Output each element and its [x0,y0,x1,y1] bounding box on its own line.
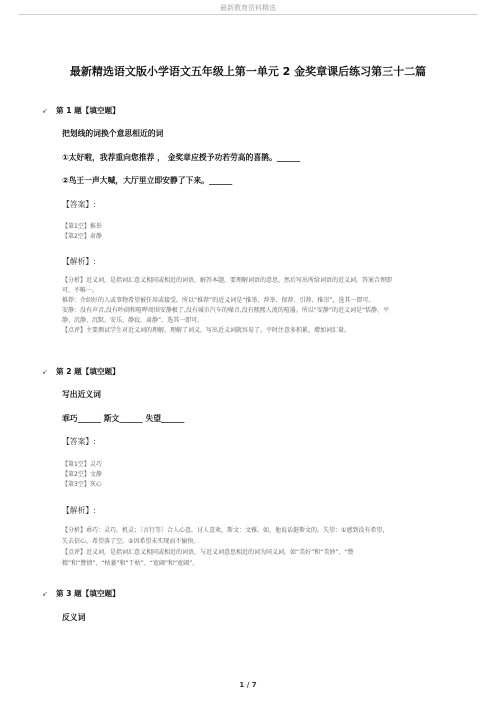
question-1-analysis-line: 安静：没有声音,没有吵闹和喧哗周围安静极了,没有城市汽车的噪音,没有熙熙人流的喧嚣。所以“安静”的近义词是“恬静、平 [62,307,390,314]
bird-icon: ➹ [42,368,48,376]
question-3-heading [42,588,120,599]
question-1-analysis-line: 【点评】主要测试学生对近义词的理解，理解了词义，写出近义词就容易了。平时注意多积累，增加词汇量。 [62,327,351,334]
question-1-item-1: ①太好啦，我荐重向您推荐 ， 金奖章应授予功若劳高的喜鹊。______ [62,153,301,162]
header-divider [18,14,478,15]
question-1-analysis-line: 静、沉静、沉默、安乐、静寂、肃静”，选其一即可。 [62,317,204,324]
question-2-answer-1: 【第1空】灵巧 [62,461,102,468]
question-2-answer-2: 【第2空】文静 [62,471,102,478]
question-2-heading [42,366,120,377]
page-number: 1 / 7 [239,681,257,689]
question-2-analysis-line: 【点评】近义词，是指词汇意义相同或相近的词语，与近义词意思相近的词为同义词。如“美好”和“美妙”、“赞 [62,549,354,556]
question-2-analysis-line: 【分析】乖巧：灵巧，机灵；〔言行等〕合人心意，讨人喜欢。斯文：文雅。如，他说话挺斯文的。失望：①感到没有希望， [62,527,389,534]
question-1-instruction: 把划线的词换个意思相近的词 [62,129,164,138]
question-1-heading [42,105,120,116]
question-2-analysis-label: 【解析】: [62,506,96,515]
question-1-answer-label: 【答案】: [62,200,96,209]
question-1-answer-1: 【第1空】推举 [62,223,102,230]
question-1-heading-text: 第 1 题【填空题】 [56,106,120,115]
bird-icon: ➹ [42,107,48,115]
question-3-heading-text: 第 3 题【填空题】 [56,589,120,598]
document-title: 最新精选语文版小学语文五年级上第一单元 2 金奖章课后练习第三十二篇 [69,65,427,78]
question-1-analysis-line: 推荐：介绍好的人或事物希望被任用或接受。所以“推荐”的近义词是“推举、荐举、保荐、引荐、推崇”，选其一即可。 [62,297,375,304]
question-2-heading-text: 第 2 题【填空题】 [56,367,120,376]
question-3-instruction: 反义词 [62,613,86,622]
bird-icon: ➹ [42,590,48,598]
page-header: 最新教育资料精选 [220,4,276,12]
question-2-item-1: 乖巧______ 斯文______ 失望______ [62,414,185,423]
question-1-item-2: ②鸟王一声大喊，大厅里立即安静了下来。______ [62,176,233,185]
question-1-analysis-line: 可，不唯一。 [62,287,99,294]
question-2-answer-3: 【第3空】灰心 [62,481,102,488]
question-2-analysis-line: 失去信心，希望落了空。②因希望未实现而不愉快。 [62,538,200,545]
question-2-instruction: 写出近义词 [62,390,101,399]
question-1-answer-2: 【第2空】肃静 [62,233,102,240]
question-2-analysis-line: 精”和“赞情”、“枯萎”和“干枯”、“宽阔”和“宽阔”。 [62,560,199,567]
question-1-analysis-line: 【分析】近义词，是指词汇意义相同或相近的词语，解答本题，要理解词语的意思，然后写出所给词语的近义词。答案合理即 [62,277,393,284]
question-1-analysis-label: 【解析】: [62,257,96,266]
question-2-answer-label: 【答案】: [62,437,96,446]
